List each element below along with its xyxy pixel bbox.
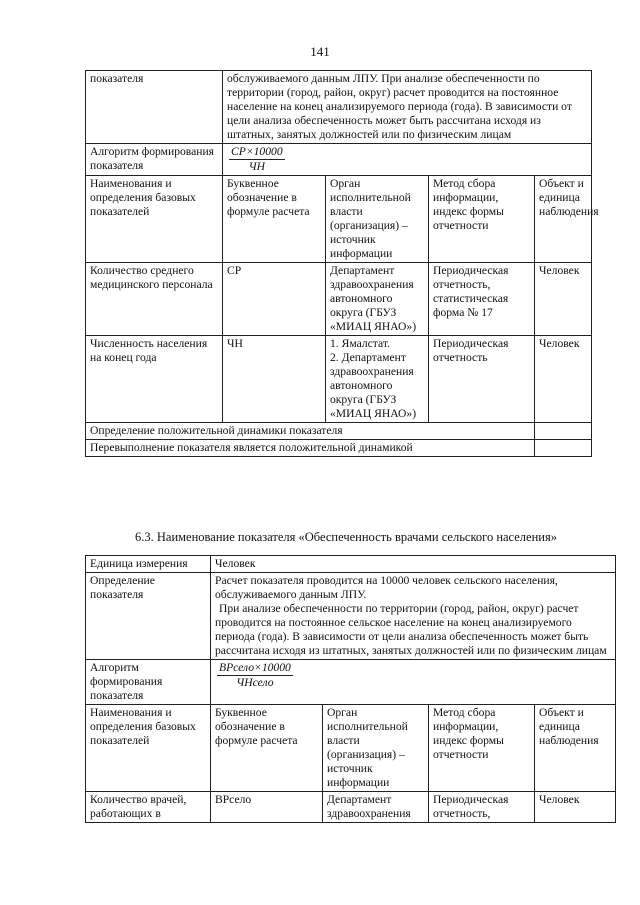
footer-cell: Перевыполнение показателя является положительной динамикой [86, 440, 535, 457]
formula-denominator: ЧН [248, 160, 265, 173]
formula-numerator: СР×10000 [231, 145, 283, 158]
table-row [86, 556, 616, 573]
header-cell: Метод сбора информации, индекс формы отчетности [429, 176, 535, 263]
table-cell: СР [223, 263, 326, 336]
header-cell: Объект и единица наблюдения [535, 176, 592, 263]
formula-denominator: ЧНсело [236, 676, 274, 689]
definition-text: Расчет показателя проводится на 10000 человек сельского населения, обслуживаемого данным ЛПУ. [215, 574, 558, 601]
footer-cell: Определение положительной динамики показателя [86, 423, 535, 440]
table-row [86, 336, 592, 423]
table-row [86, 573, 616, 660]
row-label: Единица измерения [86, 556, 211, 573]
footer-empty-cell [535, 423, 592, 440]
table-cell: Периодическая отчетность, [429, 792, 535, 823]
row-label: Алгоритм формирования показателя [86, 144, 223, 176]
formula [217, 661, 293, 690]
indicator-table-1 [85, 70, 599, 457]
table-row [86, 71, 592, 144]
row-label: Определение показателя [86, 573, 211, 660]
header-cell: Наименования и определения базовых показателей [86, 176, 223, 263]
unit-value: Человек [211, 556, 616, 573]
header-cell: Наименования и определения базовых показателей [86, 705, 211, 792]
table-row [86, 660, 616, 705]
footer-empty-cell [535, 440, 592, 457]
table-cell: Периодическая отчетность [429, 336, 535, 423]
formula-cell [211, 660, 616, 705]
definition-text: обслуживаемого данным ЛПУ. При анализе обеспеченности по территории (город, район, округ) расчет проводится на постоянное население на конец анализируемого периода (года). В зависимости от цели анализа обеспеченность может быть рассчитана исходя из штатных, занятых должностей или по физическим лицам [223, 71, 592, 144]
header-cell: Метод сбора информации, индекс формы отчетности [429, 705, 535, 792]
table-cell: Количество врачей, работающих в [86, 792, 211, 823]
table-row [86, 792, 616, 823]
table-row [86, 144, 592, 176]
formula-numerator: ВРсело×10000 [219, 661, 291, 674]
definition-text: При анализе обеспеченности по территории (город, район, округ) расчет проводится на постоянное сельское население на конец анализируемого периода (года). В зависимости от цели анализа обеспеченность может быть рассчитана исходя из штатных, занятых должностей или по физическим лицам [215, 602, 607, 657]
table-cell: ЧН [223, 336, 326, 423]
indicator-table-2 [85, 555, 616, 823]
table-cell: 1. Ямалстат. 2. Департамент здравоохранения автономного округа (ГБУЗ «МИАЦ ЯНАО») [326, 336, 429, 423]
table-row [86, 263, 592, 336]
formula [229, 145, 285, 174]
table-cell: Департамент здравоохранения автономного округа (ГБУЗ «МИАЦ ЯНАО») [326, 263, 429, 336]
row-label: показателя [86, 71, 223, 144]
formula-cell [223, 144, 592, 176]
table-header-row [86, 176, 592, 263]
section-heading: 6.3. Наименование показателя «Обеспеченность врачами сельского населения» [135, 530, 557, 544]
table-cell: Человек [535, 792, 616, 823]
header-cell: Буквенное обозначение в формуле расчета [223, 176, 326, 263]
definition-cell [211, 573, 616, 660]
table-row [86, 423, 592, 440]
row-label: Алгоритм формирования показателя [86, 660, 211, 705]
table-cell: Периодическая отчетность, статистическая форма № 17 [429, 263, 535, 336]
table-cell: ВРсело [211, 792, 323, 823]
page-number: 141 [310, 44, 330, 59]
table-cell: Человек [535, 263, 592, 336]
header-cell: Объект и единица наблюдения [535, 705, 616, 792]
table-cell: Численность населения на конец года [86, 336, 223, 423]
table-cell: Человек [535, 336, 592, 423]
header-cell: Орган исполнительной власти (организация) – источник информации [323, 705, 429, 792]
header-cell: Буквенное обозначение в формуле расчета [211, 705, 323, 792]
table-header-row [86, 705, 616, 792]
table-cell: Департамент здравоохранения [323, 792, 429, 823]
table-row [86, 440, 592, 457]
header-cell: Орган исполнительной власти (организация) – источник информации [326, 176, 429, 263]
table-cell: Количество среднего медицинского персонала [86, 263, 223, 336]
